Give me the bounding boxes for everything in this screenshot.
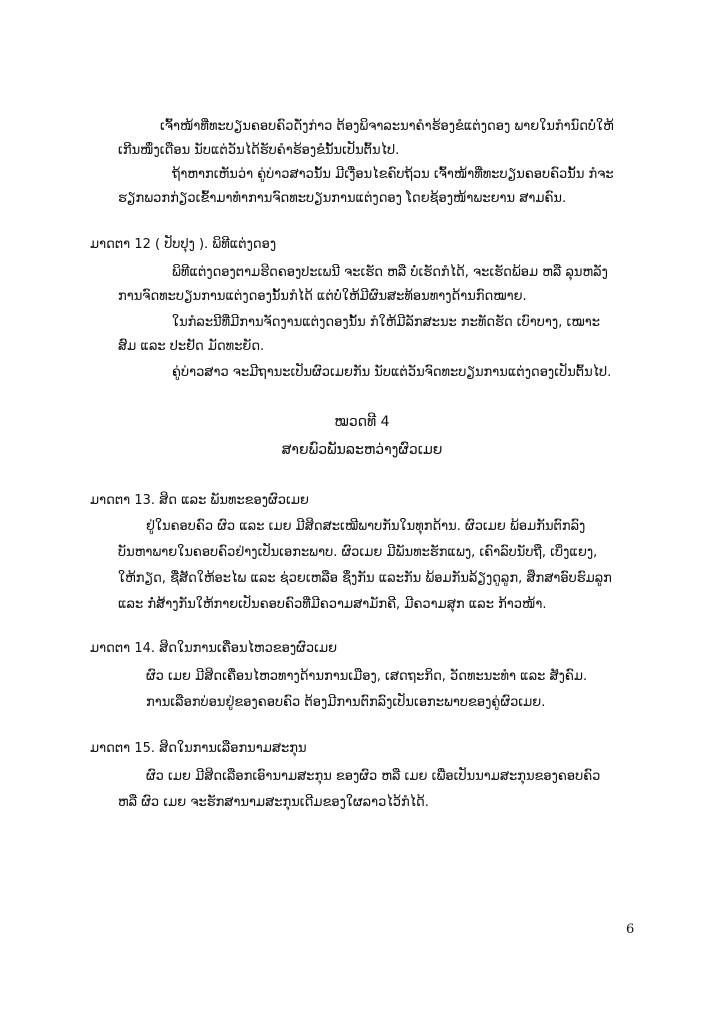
paragraph-line: ເຈົ້າໜ້າທີ່ທະບຽນຄອບຄົວດັ່ງກ່າວ ຕ້ອງພິຈາລະນາຄຳຮ້ອງຂໍແຕ່ງດອງ ພາຍໃນກຳນົດບໍ່ໃຫ້ (160, 119, 614, 134)
paragraph-line: ຄູ່ບ່າວສາວ ຈະມີຖານະເປັນຜົວເມຍກັນ ນັບແຕ່ວັນຈົດທະບຽນການແຕ່ງດອງເປັນຕົ້ນໄປ. (172, 365, 612, 380)
paragraph-line: ຜົວ ເມຍ ມີສິດເຄື່ອນໄຫວທາງດ້ານການເມືອງ, ເສດຖະກິດ, ວັດທະນະທຳ ແລະ ສັງຄົມ. (146, 669, 588, 684)
paragraph-line: ຮຽກພວກກ່ຽວເຂົ້າມາທຳການຈົດທະບຽນການແຕ່ງດອງ ໂດຍຊ້ອງໜ້າພະຍານ ສາມຄົນ. (118, 191, 567, 206)
article-heading: ມາດຕາ 13. ສິດ ແລະ ພັນທະຂອງຜົວເມຍ (90, 493, 309, 508)
paragraph-line: ພິທີແຕ່ງດອງຕາມຮີດຄອງປະເພນີ ຈະເຮັດ ຫລື ບໍ່ເຮັດກໍໄດ້, ຈະເຮັດພ້ອມ ຫລື ລຸນຫລັງ (172, 265, 608, 280)
paragraph-line: ຢູ່ໃນຄອບຄົວ ຜົວ ແລະ ເມຍ ມີສິດສະເໝີພາບກັນໃນທຸກດ້ານ. ຜົວເມຍ ພ້ອມກັນຕົກລົງ (146, 519, 586, 534)
paragraph-line: ເກີນໜຶ່ງເດືອນ ນັບແຕ່ວັນໄດ້ຮັບຄຳຮ້ອງຂໍນັ້ນເປັນຕົ້ນໄປ. (118, 143, 400, 158)
paragraph-line: ການເລືອກບ່ອນຢູ່ຂອງຄອບຄົວ ຕ້ອງມີການຕົກລົງເປັນເອກະພາບຂອງຄູ່ຜົວເມຍ. (146, 695, 546, 710)
chapter-title: ສາຍພົວພັນລະຫວ່າງຜົວເມຍ (281, 442, 443, 458)
chapter-number: ໝວດທີ 4 (334, 414, 390, 430)
paragraph-line: ແລະ ກໍ່ສ້າງກັນໃຫ້ກາຍເປັນຄອບຄົວທີ່ມີຄວາມສາມັກຄີ, ມີຄວາມສຸກ ແລະ ກ້າວໜ້າ. (118, 597, 547, 612)
paragraph-line: ໃນກໍລະນີທີ່ມີການຈັດງານແຕ່ງດອງນັ້ນ ກໍໃຫ້ມີລັກສະນະ ກະທັດຮັດ ເບົາບາງ, ເໝາະ (172, 315, 600, 330)
paragraph-line: ຫລື ຜົວ ເມຍ ຈະຮັກສານາມສະກຸນເດີມຂອງໃຜລາວໄວ້ກໍໄດ້. (118, 795, 429, 810)
article-heading: ມາດຕາ 12 ( ປັບປຸງ ). ພິທີແຕ່ງດອງ (90, 237, 277, 252)
paragraph-line: ໃຫ້ກຽດ, ຊື່ສັດໃຫ້ອະໄພ ແລະ ຊ່ວຍເຫລືອ ຊຶ່ງກັນ ແລະກັນ ພ້ອມກັນລ້ຽງດູລູກ, ສຶກສາອົບຮົມລູກ (118, 571, 612, 586)
paragraph-line: ບັນຫາພາຍໃນຄອບຄົວຢ່າງເປັນເອກະພາບ. ຜົວເມຍ ມີພັນທະຮັກແພງ, ເຄົາລົບນັບຖື, ເບິ່ງແຍງ, (118, 545, 598, 560)
article-heading: ມາດຕາ 14. ສິດໃນການເຄື່ອນໄຫວຂອງຜົວເມຍ (90, 641, 338, 656)
paragraph-line: ການຈົດທະບຽນການແຕ່ງດອງນັ້ນກໍໄດ້ ແຕ່ບໍ່ໃຫ້ມີຜົນສະທ້ອນທາງດ້ານກົດໝາຍ. (118, 289, 527, 304)
article-heading: ມາດຕາ 15. ສິດໃນການເລືອກນາມສະກຸນ (90, 741, 307, 756)
paragraph-line: ຜົວ ເມຍ ມີສິດເລືອກເອົານາມສະກຸນ ຂອງຜົວ ຫລື ເມຍ ເພື່ອເປັນນາມສະກຸນຂອງຄອບຄົວ (146, 769, 601, 784)
page-number: 6 (626, 922, 635, 937)
paragraph-line: ຖ້າຫາກເຫັນວ່າ ຄູ່ບ່າວສາວນັ້ນ ມີເງື່ອນໄຂຄົບຖ້ວນ ເຈົ້າໜ້າທີ່ທະບຽນຄອບຄົວນັ້ນ ກໍຈະ (172, 167, 614, 182)
paragraph-line: ສົມ ແລະ ປະຢັດ ມັດທະຍັດ. (118, 339, 265, 354)
